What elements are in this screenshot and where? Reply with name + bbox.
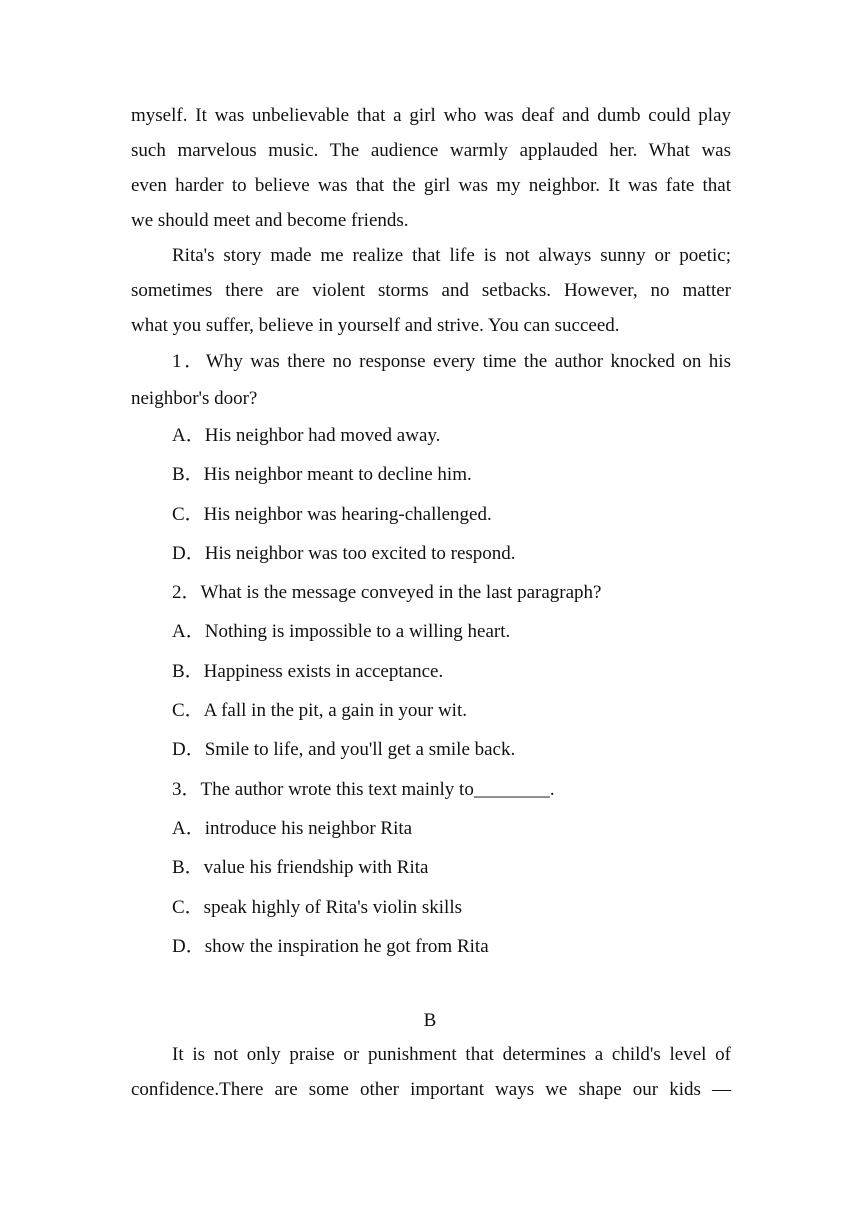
answer-option: D．show the inspiration he got from Rita — [172, 936, 489, 957]
question-stem: 1．Why was there no response every time the author knocked on his — [172, 351, 731, 372]
answer-option: B．Happiness exists in acceptance. — [172, 661, 444, 682]
answer-option: A．His neighbor had moved away. — [172, 425, 441, 446]
answer-option: B．value his friendship with Rita — [172, 857, 429, 878]
passage-line: we should meet and become friends. — [131, 210, 409, 231]
answer-option: A．introduce his neighbor Rita — [172, 818, 413, 839]
paragraph-line: sometimes there are violent storms and setbacks. However, no matter — [131, 280, 731, 301]
passage-line: even harder to believe was that the girl was my neighbor. It was fate that — [131, 175, 731, 196]
question-stem: 2．What is the message conveyed in the last paragraph? — [172, 582, 602, 603]
passage-line: such marvelous music. The audience warmly applauded her. What was — [131, 140, 731, 161]
question-stem: neighbor's door? — [131, 388, 258, 409]
section-heading: B — [423, 1010, 437, 1031]
answer-option: C．A fall in the pit, a gain in your wit. — [172, 700, 467, 721]
passage-line: It is not only praise or punishment that determines a child's level of — [172, 1044, 731, 1065]
answer-option: C．His neighbor was hearing-challenged. — [172, 504, 492, 525]
paragraph-line: what you suffer, believe in yourself and strive. You can succeed. — [131, 315, 620, 336]
answer-option: B．His neighbor meant to decline him. — [172, 464, 472, 485]
passage-line: confidence.There are some other important ways we shape our kids — — [131, 1079, 731, 1100]
answer-option: A．Nothing is impossible to a willing heart. — [172, 621, 511, 642]
passage-line: myself. It was unbelievable that a girl who was deaf and dumb could play — [131, 105, 731, 126]
answer-option: C．speak highly of Rita's violin skills — [172, 897, 463, 918]
question-stem: 3．The author wrote this text mainly to________. — [172, 779, 555, 800]
answer-option: D．His neighbor was too excited to respond. — [172, 543, 516, 564]
answer-option: D．Smile to life, and you'll get a smile back. — [172, 739, 516, 760]
paragraph-line: Rita's story made me realize that life is not always sunny or poetic; — [172, 245, 731, 266]
